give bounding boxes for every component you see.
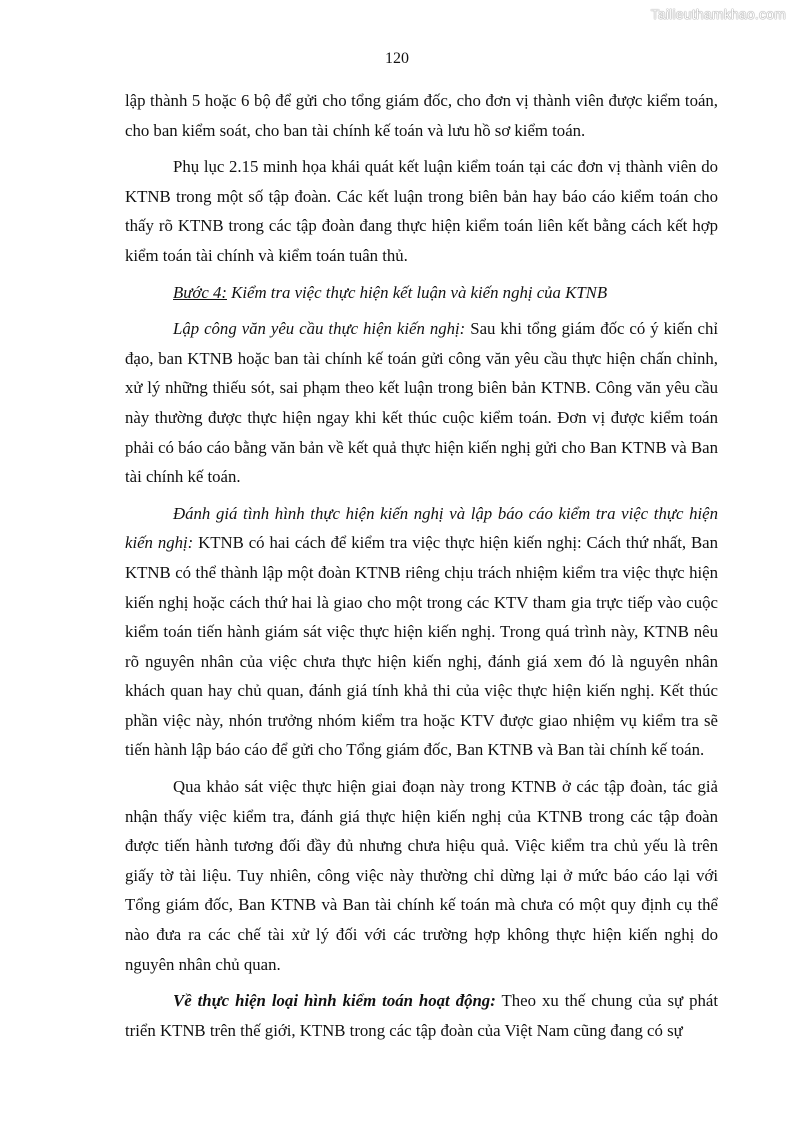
step-4-label: Bước 4: (173, 282, 227, 302)
paragraph-operational-audit (125, 986, 718, 1045)
document-body (125, 86, 718, 1052)
paragraph-2: Phụ lục 2.15 minh họa khái quát kết luận kiểm toán tại các đơn vị thành viên do KTNB trong một số tập đoàn. Các kết luận trong biên bản hay báo cáo kiểm toán cho thấy rõ KTNB trong các tập đoàn đang thực hiện kiểm toán liên kết bằng cách kết hợp kiểm toán tài chính và kiểm toán tuân thủ. (125, 157, 718, 265)
step-4-title: Kiểm tra việc thực hiện kết luận và kiến nghị của KTNB (226, 282, 608, 302)
paragraph-text: KTNB có hai cách để kiểm tra việc thực hiện kiến nghị: Cách thứ nhất, Ban KTNB có thể thành lập một đoàn KTNB riêng chịu trách nhiệm kiểm tra việc thực hiện kiến nghị hoặc cách thứ hai là giao cho một trong các KTV tham gia trực tiếp vào cuộc kiểm toán tiến hành giám sát việc thực hiện kiến nghị. Trong quá trình này, KTNB nêu rõ nguyên nhân của việc chưa thực hiện kiến nghị, đánh giá xem đó là nguyên nhân khách quan hay chủ quan, đánh giá tính khả thi của việc thực hiện kiến nghị. Kết thúc phần việc này, nhón trưởng nhóm kiểm tra hoặc KTV được giao nhiệm vụ kiểm tra sẽ tiến hành lập báo cáo để gửi cho Tổng giám đốc, Ban KTNB và Ban tài chính kế toán. (125, 533, 718, 760)
paragraph-survey: Qua khảo sát việc thực hiện giai đoạn này trong KTNB ở các tập đoàn, tác giả nhận thấy việc kiểm tra, đánh giá thực hiện kiến nghị của KTNB trong các tập đoàn được tiến hành tương đối đầy đủ nhưng chưa hiệu quả. Việc kiểm tra chủ yếu là trên giấy tờ tài liệu. Tuy nhiên, công việc này thường chỉ dừng lại ở mức báo cáo lại với Tổng giám đốc, Ban KTNB và Ban tài chính kế toán mà chưa có một quy định cụ thể nào đưa ra các chế tài xử lý đối với các trường hợp không thực hiện kiến nghị do nguyên nhân chủ quan. (125, 777, 718, 974)
paragraph-text: Theo xu thế chung của sự phát triển KTNB trên thế giới, KTNB trong các tập đoàn của Việt Nam cũng đang có sự (125, 991, 718, 1040)
paragraph-text: Sau khi tổng giám đốc có ý kiến chỉ đạo, ban KTNB hoặc ban tài chính kế toán gửi công văn yêu cầu thực hiện chấn chỉnh, xử lý những thiếu sót, sai phạm theo kết luận trong biên bản KTNB. Công văn yêu cầu này thường được thực hiện ngay khi kết thúc cuộc kiểm toán. Đơn vị được kiểm toán phải có báo cáo bằng văn bản về kết quả thực hiện kiến nghị gửi cho Ban KTNB và Ban tài chính kế toán. (125, 319, 718, 487)
watermark: Tailieuthamkhao.com (650, 6, 786, 22)
page-number: 120 (385, 50, 409, 67)
paragraph-lead: Lập công văn yêu cầu thực hiện kiến nghị: (173, 319, 466, 339)
paragraph-1: lập thành 5 hoặc 6 bộ để gửi cho tổng giám đốc, cho đơn vị thành viên được kiểm toán, cho ban kiểm soát, cho ban tài chính kế toán và lưu hồ sơ kiểm toán. (125, 91, 718, 140)
paragraph-lead: Đánh giá tình hình thực hiện kiến nghị và lập báo cáo kiểm tra việc thực hiện kiến nghị: (125, 503, 718, 553)
paragraph-evaluation (125, 499, 718, 765)
paragraph-lead: Về thực hiện loại hình kiểm toán hoạt động: (173, 991, 496, 1011)
paragraph-official-letter (125, 314, 718, 492)
step-4-heading (125, 278, 718, 308)
